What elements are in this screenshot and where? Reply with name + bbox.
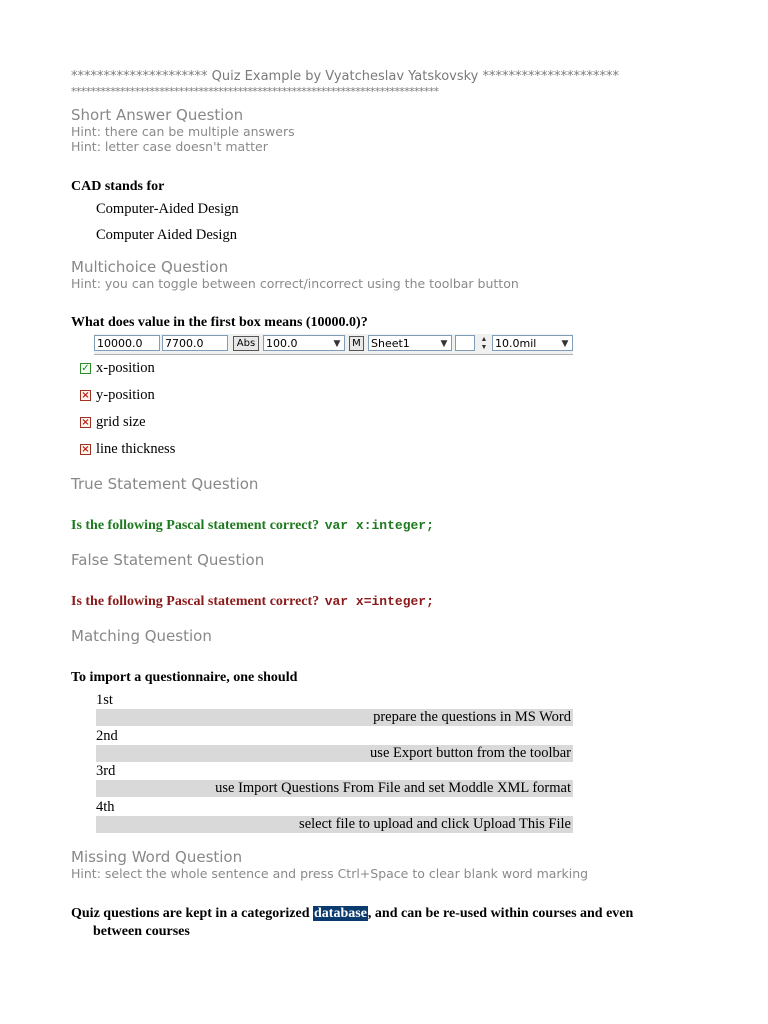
- short-answer-hint-2: Hint: letter case doesn't matter: [71, 139, 268, 154]
- short-answer-answer-2: Computer Aided Design: [96, 227, 237, 243]
- multichoice-hint: Hint: you can toggle between correct/incorrect using the toolbar button: [71, 276, 519, 291]
- matching-question: To import a questionnaire, one should: [71, 670, 298, 685]
- sheet-select[interactable]: [368, 335, 452, 351]
- matching-left-1: 1st: [96, 692, 113, 708]
- correct-check-icon[interactable]: ✓: [81, 363, 90, 374]
- multichoice-question: What does value in the first box means (10000.0)?: [71, 315, 368, 330]
- abs-button[interactable]: Abs: [233, 336, 259, 351]
- m-button[interactable]: M: [349, 336, 364, 351]
- coordinate-toolbar: [94, 334, 573, 355]
- false-statement-code: var x=integer;: [324, 594, 434, 609]
- y-coordinate-field[interactable]: 7700.0: [162, 335, 228, 351]
- missing-word-blank[interactable]: database: [314, 906, 367, 921]
- chevron-down-icon: ▼: [558, 336, 572, 351]
- false-statement-heading: False Statement Question: [71, 551, 265, 569]
- true-statement-text: Is the following Pascal statement correct?: [71, 518, 320, 533]
- matching-left-2: 2nd: [96, 728, 118, 744]
- multichoice-option-3: grid size: [96, 414, 146, 430]
- false-statement-text: Is the following Pascal statement correct?: [71, 594, 320, 609]
- missing-word-continuation: between courses: [93, 924, 190, 939]
- line-width-select[interactable]: [492, 335, 573, 351]
- missing-word-before: Quiz questions are kept in a categorized: [71, 906, 314, 921]
- incorrect-cross-icon[interactable]: ×: [81, 417, 90, 428]
- quiz-title: ********************* Quiz Example by Vyatcheslav Yatskovsky *********************: [71, 69, 620, 84]
- multichoice-option-2: y-position: [96, 387, 155, 403]
- matching-right-1: prepare the questions in MS Word: [373, 709, 571, 725]
- spinner-arrows-icon[interactable]: ▲ ▼: [480, 335, 488, 351]
- true-statement-code: var x:integer;: [324, 518, 434, 533]
- matching-answer-2[interactable]: [96, 745, 573, 762]
- line-width-value: 10.0mil: [495, 337, 537, 350]
- multichoice-heading: Multichoice Question: [71, 258, 229, 276]
- true-statement-question: [71, 518, 434, 534]
- missing-word-question: [71, 906, 633, 922]
- true-statement-heading: True Statement Question: [71, 475, 259, 493]
- matching-answer-4[interactable]: [96, 816, 573, 833]
- stars-divider: ***************************************************************************: [71, 85, 439, 98]
- incorrect-cross-icon[interactable]: ×: [81, 444, 90, 455]
- chevron-down-icon: ▼: [437, 336, 451, 351]
- matching-right-4: select file to upload and click Upload This File: [299, 816, 571, 832]
- short-answer-hint-1: Hint: there can be multiple answers: [71, 124, 295, 139]
- matching-left-3: 3rd: [96, 763, 116, 779]
- color-swatch[interactable]: [455, 335, 475, 351]
- matching-left-4: 4th: [96, 799, 115, 815]
- matching-right-3: use Import Questions From File and set Moddle XML format: [215, 780, 571, 796]
- short-answer-question: CAD stands for: [71, 179, 165, 194]
- multichoice-option-1: x-position: [96, 360, 155, 376]
- matching-answer-3[interactable]: [96, 780, 573, 797]
- chevron-down-icon: ▼: [330, 336, 344, 351]
- missing-word-heading: Missing Word Question: [71, 848, 243, 866]
- incorrect-cross-icon[interactable]: ×: [81, 390, 90, 401]
- matching-heading: Matching Question: [71, 627, 212, 645]
- grid-size-select[interactable]: [263, 335, 345, 351]
- false-statement-question: [71, 594, 434, 610]
- sheet-value: Sheet1: [371, 337, 410, 350]
- missing-word-hint: Hint: select the whole sentence and press Ctrl+Space to clear blank word marking: [71, 866, 589, 881]
- matching-answer-1[interactable]: [96, 709, 573, 726]
- matching-right-2: use Export button from the toolbar: [370, 745, 571, 761]
- multichoice-option-4: line thickness: [96, 441, 176, 457]
- short-answer-answer-1: Computer-Aided Design: [96, 201, 239, 217]
- x-coordinate-field[interactable]: 10000.0: [94, 335, 160, 351]
- grid-size-value: 100.0: [266, 337, 298, 350]
- short-answer-heading: Short Answer Question: [71, 106, 244, 124]
- missing-word-after: , and can be re-used within courses and even: [367, 906, 634, 921]
